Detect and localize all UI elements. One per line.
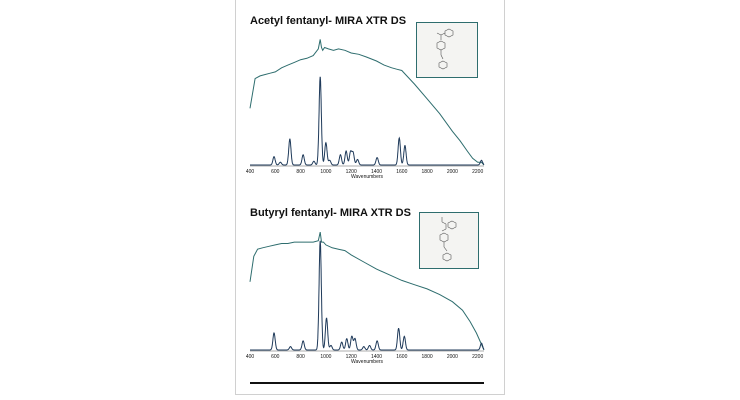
x-tick-label: 1800 xyxy=(421,169,433,175)
x-tick-label: 400 xyxy=(245,354,255,360)
x-tick-label: 800 xyxy=(296,169,305,175)
x-tick-label: 2000 xyxy=(446,169,458,175)
chart-title: Butyryl fentanyl- MIRA XTR DS xyxy=(250,207,411,219)
x-tick-label: 1200 xyxy=(345,354,357,360)
chart-title: Acetyl fentanyl- MIRA XTR DS xyxy=(250,15,407,27)
x-axis-label: Wavenumbers xyxy=(350,359,384,365)
x-tick-label: 600 xyxy=(271,354,280,360)
x-tick-label: 800 xyxy=(296,354,305,360)
bottom-rule xyxy=(250,382,484,384)
x-tick-label: 1400 xyxy=(370,169,383,175)
x-tick-label: 2000 xyxy=(446,354,458,360)
x-tick-label: 600 xyxy=(271,169,280,175)
raw-spectrum-line xyxy=(250,232,484,350)
x-tick-label: 1600 xyxy=(396,169,408,175)
x-tick-label: 2200 xyxy=(472,169,484,175)
x-tick-label: 1200 xyxy=(345,169,357,175)
x-tick-label: 1400 xyxy=(370,354,383,360)
x-axis-label: Wavenumbers xyxy=(350,174,384,180)
x-tick-label: 1000 xyxy=(320,354,332,360)
x-tick-label: 400 xyxy=(245,169,255,175)
x-tick-label: 1800 xyxy=(421,354,433,360)
x-tick-label: 2200 xyxy=(472,354,484,360)
x-tick-label: 1000 xyxy=(320,169,332,175)
x-tick-label: 1600 xyxy=(396,354,408,360)
processed-spectrum-line xyxy=(250,241,484,350)
